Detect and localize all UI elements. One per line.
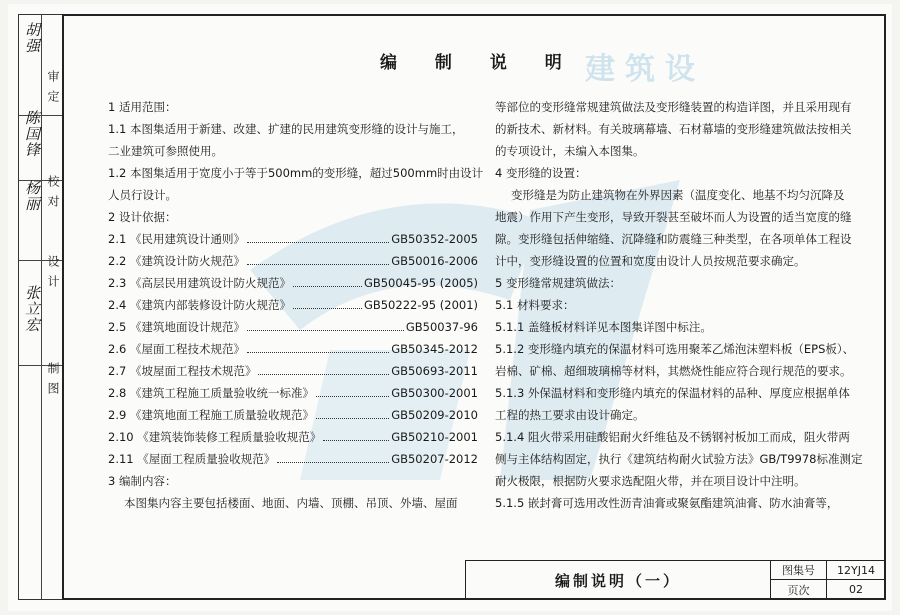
sheet-title: 编制说明（一） bbox=[466, 561, 771, 599]
text-line: 计中，变形缝设置的位置和宽度由设计人员按规范要求确定。 bbox=[495, 254, 806, 268]
standard-item: 2.1 《民用建筑设计通则》 GB50352-2005 bbox=[108, 228, 478, 250]
signature-draw: 张立宏 bbox=[23, 285, 41, 333]
standard-item: 2.7 《坡屋面工程技术规范》 GB50693-2011 bbox=[108, 360, 478, 382]
title-block bbox=[465, 560, 886, 600]
text-line: 1.1 本图集适用于新建、改建、扩建的民用建筑变形缝的设计与施工， bbox=[108, 122, 464, 136]
text-line: 等部位的变形缝常规建筑做法及变形缝装置的构造详图，并且采用现有 bbox=[495, 100, 852, 114]
text-line: 2 设计依据： bbox=[108, 210, 177, 224]
text-line: 侧与主体结构固定，执行《建筑结构耐火试验方法》GB/T9978标准测定 bbox=[495, 452, 863, 466]
page-number: 02 bbox=[849, 583, 863, 596]
text-line: 1.2 本图集适用于宽度小于等于500mm的变形缝，超过500mm时由设计 bbox=[108, 166, 484, 180]
standard-item: 2.8 《建筑工程施工质量验收统一标准》 GB50300-2001 bbox=[108, 382, 478, 404]
text-line: 岩棉、矿棉、超细玻璃棉等材料，其燃烧性能应符合现行规范的要求。 bbox=[495, 364, 852, 378]
text-line: 5.1.1 盖缝板材料详见本图集详图中标注。 bbox=[495, 320, 712, 334]
signature-check: 陈国锋 bbox=[23, 110, 41, 158]
right-column bbox=[495, 96, 875, 514]
standard-item: 2.4 《建筑内部装修设计防火规范》 GB50222-95 (2001) bbox=[108, 294, 478, 316]
signature-review: 胡强 bbox=[23, 22, 41, 54]
text-line: 4 变形缝的设置： bbox=[495, 166, 587, 180]
text-line: 5.1 材料要求： bbox=[495, 298, 575, 312]
standard-item: 2.6 《屋面工程技术规范》 GB50345-2012 bbox=[108, 338, 478, 360]
text-line: 5.1.5 嵌封膏可选用改性沥青油膏或聚氨酯建筑油膏、防水油膏等， bbox=[495, 496, 839, 510]
standard-item: 2.9 《建筑地面工程施工质量验收规范》 GB50209-2010 bbox=[108, 404, 478, 426]
text-line: 1 适用范围： bbox=[108, 100, 177, 114]
standard-item: 2.10 《建筑装饰装修工程质量验收规范》 GB50210-2001 bbox=[108, 426, 478, 448]
signature-design: 杨丽 bbox=[23, 180, 41, 212]
text-line: 的专项设计，未编入本图集。 bbox=[495, 144, 645, 158]
standard-item: 2.5 《建筑地面设计规范》 GB50037-96 bbox=[108, 316, 478, 338]
text-line: 二业建筑可参照使用。 bbox=[108, 144, 223, 158]
strip-label-design: 设 计 bbox=[46, 255, 60, 289]
text-line: 3 编制内容： bbox=[108, 474, 177, 488]
standard-item: 2.3 《高层民用建筑设计防火规范》 GB50045-95 (2005) bbox=[108, 272, 478, 294]
standard-item: 2.11 《屋面工程质量验收规范》 GB50207-2012 bbox=[108, 448, 478, 470]
text-line: 工程的热工要求由设计确定。 bbox=[495, 408, 645, 422]
watermark-text: 建筑设 bbox=[585, 52, 705, 87]
strip-label-review: 审 定 bbox=[46, 70, 60, 104]
text-line: 变形缝是为防止建筑物在外界因素（温度变化、地基不均匀沉降及 bbox=[511, 188, 845, 202]
strip-label-draw: 制 图 bbox=[46, 362, 60, 396]
page-title: 编 制 说 明 bbox=[380, 53, 578, 73]
text-line: 人员行设计。 bbox=[108, 188, 177, 202]
text-line: 5.1.2 变形缝内填充的保温材料可选用聚苯乙烯泡沫塑料板（EPS板）、 bbox=[495, 342, 855, 356]
text-line: 5.1.4 阻火带采用硅酸铝耐火纤维毡及不锈钢衬板加工而成，阻火带两 bbox=[495, 430, 850, 444]
text-line: 的新技术、新材料。有关玻璃幕墙、石材幕墙的变形缝建筑做法按相关 bbox=[495, 122, 852, 136]
text-line: 耐火极限，根据防火要求选配阻火带，并在项目设计中注明。 bbox=[495, 474, 806, 488]
text-line: 5 变形缝常规建筑做法： bbox=[495, 276, 621, 290]
text-line: 本图集内容主要包括楼面、地面、内墙、顶棚、吊顶、外墙、屋面 bbox=[124, 496, 458, 510]
atlas-number: 12YJ14 bbox=[827, 561, 885, 580]
text-line: 5.1.3 外保温材料和变形缝内填充的保温材料的品种、厚度应根据单体 bbox=[495, 386, 850, 400]
atlas-number-label: 图集号 bbox=[771, 561, 827, 580]
strip-label-check: 校 对 bbox=[46, 175, 60, 209]
left-column bbox=[108, 96, 484, 514]
standard-item: 2.2 《建筑设计防火规范》 GB50016-2006 bbox=[108, 250, 478, 272]
text-line: 地震）作用下产生变形，导致开裂甚至破坏而人为设置的适当宽度的缝 bbox=[495, 210, 852, 224]
text-line: 隙。变形缝包括伸缩缝、沉降缝和防震缝三种类型，在各项单体工程设 bbox=[495, 232, 852, 246]
page-number-label: 页次 bbox=[771, 580, 827, 599]
